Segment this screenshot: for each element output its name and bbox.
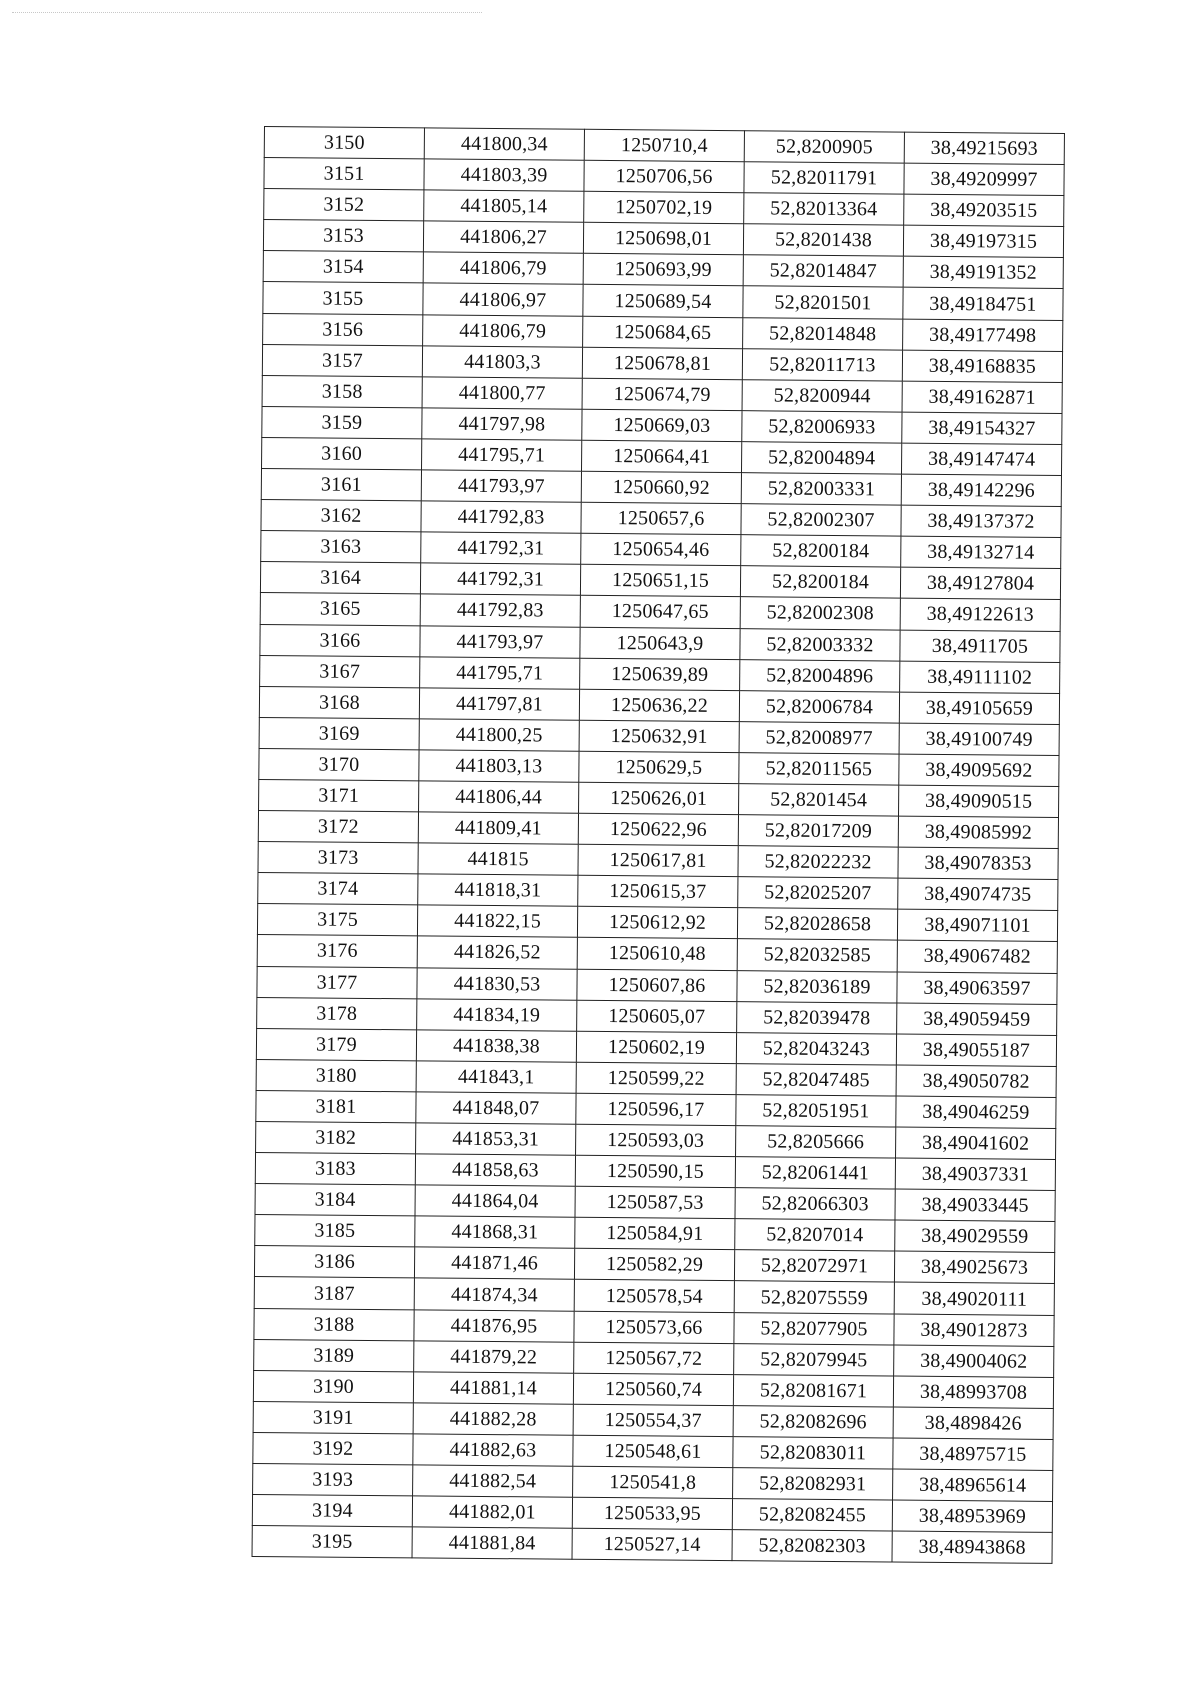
point-number-cell: 3187 [254, 1277, 414, 1309]
x-coordinate-cell: 441882,63 [413, 1434, 573, 1466]
y-coordinate-cell: 1250605,07 [577, 1000, 737, 1032]
longitude-cell: 38,49095692 [899, 754, 1059, 786]
point-number-cell: 3181 [256, 1090, 416, 1122]
x-coordinate-cell: 441876,95 [414, 1309, 574, 1341]
y-coordinate-cell: 1250629,5 [579, 751, 739, 783]
point-number-cell: 3159 [262, 406, 422, 438]
y-coordinate-cell: 1250533,95 [572, 1497, 732, 1529]
point-number-cell: 3194 [252, 1495, 412, 1527]
latitude-cell: 52,82006784 [739, 690, 899, 722]
y-coordinate-cell: 1250706,56 [584, 160, 744, 192]
longitude-cell: 38,49137372 [901, 505, 1061, 537]
longitude-cell: 38,49191352 [903, 256, 1063, 288]
point-number-cell: 3154 [263, 251, 423, 283]
point-number-cell: 3168 [259, 686, 419, 718]
table-row [252, 1526, 1052, 1564]
y-coordinate-cell: 1250615,37 [578, 876, 738, 908]
y-coordinate-cell: 1250567,72 [574, 1342, 734, 1374]
longitude-cell: 38,49147474 [901, 443, 1061, 475]
x-coordinate-cell: 441803,39 [424, 159, 584, 191]
longitude-cell: 38,49050782 [896, 1065, 1056, 1097]
y-coordinate-cell: 1250698,01 [583, 223, 743, 255]
longitude-cell: 38,49122613 [900, 598, 1060, 630]
x-coordinate-cell: 441792,83 [420, 594, 580, 626]
latitude-cell: 52,82011791 [744, 162, 904, 194]
longitude-cell: 38,49184751 [903, 288, 1063, 320]
longitude-cell: 38,49020111 [894, 1283, 1054, 1315]
latitude-cell: 52,82002307 [741, 504, 901, 536]
y-coordinate-cell: 1250669,03 [582, 409, 742, 441]
x-coordinate-cell: 441792,31 [420, 563, 580, 595]
y-coordinate-cell: 1250541,8 [573, 1466, 733, 1498]
x-coordinate-cell: 441868,31 [415, 1216, 575, 1248]
longitude-cell: 38,49215693 [904, 132, 1064, 164]
y-coordinate-cell: 1250639,89 [580, 658, 740, 690]
x-coordinate-cell: 441815 [418, 843, 578, 875]
y-coordinate-cell: 1250596,17 [576, 1093, 736, 1125]
x-coordinate-cell: 441830,53 [417, 967, 577, 999]
longitude-cell: 38,49154327 [902, 412, 1062, 444]
point-number-cell: 3182 [256, 1121, 416, 1153]
point-number-cell: 3152 [264, 189, 424, 221]
longitude-cell: 38,49085992 [898, 816, 1058, 848]
y-coordinate-cell: 1250626,01 [579, 782, 739, 814]
point-number-cell: 3173 [258, 842, 418, 874]
y-coordinate-cell: 1250647,65 [580, 596, 740, 628]
y-coordinate-cell: 1250674,79 [582, 378, 742, 410]
latitude-cell: 52,82051951 [736, 1095, 896, 1127]
latitude-cell: 52,82011713 [742, 348, 902, 380]
y-coordinate-cell: 1250590,15 [575, 1155, 735, 1187]
point-number-cell: 3156 [263, 313, 423, 345]
point-number-cell: 3161 [261, 469, 421, 501]
y-coordinate-cell: 1250560,74 [573, 1373, 733, 1405]
y-coordinate-cell: 1250554,37 [573, 1404, 733, 1436]
latitude-cell: 52,82002308 [740, 597, 900, 629]
latitude-cell: 52,82081671 [733, 1374, 893, 1406]
point-number-cell: 3184 [255, 1184, 415, 1216]
y-coordinate-cell: 1250678,81 [582, 347, 742, 379]
latitude-cell: 52,8200184 [741, 535, 901, 567]
latitude-cell: 52,82014847 [743, 255, 903, 287]
y-coordinate-cell: 1250610,48 [577, 938, 737, 970]
x-coordinate-cell: 441818,31 [418, 874, 578, 906]
latitude-cell: 52,82028658 [737, 908, 897, 940]
x-coordinate-cell: 441882,01 [412, 1496, 572, 1528]
latitude-cell: 52,82017209 [738, 815, 898, 847]
point-number-cell: 3155 [263, 282, 423, 314]
longitude-cell: 38,49029559 [895, 1220, 1055, 1252]
longitude-cell: 38,49074735 [898, 878, 1058, 910]
x-coordinate-cell: 441874,34 [414, 1278, 574, 1310]
y-coordinate-cell: 1250527,14 [572, 1528, 732, 1560]
x-coordinate-cell: 441793,97 [421, 470, 581, 502]
point-number-cell: 3186 [254, 1246, 414, 1278]
point-number-cell: 3158 [262, 375, 422, 407]
y-coordinate-cell: 1250612,92 [577, 907, 737, 939]
x-coordinate-cell: 441858,63 [415, 1154, 575, 1186]
longitude-cell: 38,49209997 [904, 163, 1064, 195]
y-coordinate-cell: 1250593,03 [576, 1124, 736, 1156]
latitude-cell: 52,82061441 [735, 1157, 895, 1189]
y-coordinate-cell: 1250599,22 [576, 1062, 736, 1094]
y-coordinate-cell: 1250636,22 [579, 689, 739, 721]
latitude-cell: 52,82032585 [737, 939, 897, 971]
longitude-cell: 38,49033445 [895, 1189, 1055, 1221]
point-number-cell: 3150 [264, 127, 424, 159]
latitude-cell: 52,82066303 [735, 1188, 895, 1220]
y-coordinate-cell: 1250654,46 [581, 534, 741, 566]
point-number-cell: 3170 [259, 748, 419, 780]
x-coordinate-cell: 441834,19 [417, 998, 577, 1030]
x-coordinate-cell: 441797,81 [419, 688, 579, 720]
longitude-cell: 38,49078353 [898, 847, 1058, 879]
y-coordinate-cell: 1250657,6 [581, 502, 741, 534]
latitude-cell: 52,8200944 [742, 379, 902, 411]
y-coordinate-cell: 1250689,54 [583, 285, 743, 317]
longitude-cell: 38,4911705 [900, 630, 1060, 662]
longitude-cell: 38,49100749 [899, 723, 1059, 755]
point-number-cell: 3191 [253, 1401, 413, 1433]
x-coordinate-cell: 441806,97 [423, 283, 583, 315]
latitude-cell: 52,82022232 [738, 846, 898, 878]
latitude-cell: 52,82072971 [734, 1250, 894, 1282]
latitude-cell: 52,82006933 [742, 411, 902, 443]
point-number-cell: 3160 [262, 437, 422, 469]
x-coordinate-cell: 441805,14 [424, 190, 584, 222]
latitude-cell: 52,82082696 [733, 1405, 893, 1437]
point-number-cell: 3163 [261, 531, 421, 563]
point-number-cell: 3192 [253, 1432, 413, 1464]
longitude-cell: 38,49127804 [900, 567, 1060, 599]
point-number-cell: 3178 [257, 997, 417, 1029]
scan-artifact-line [12, 12, 482, 13]
y-coordinate-cell: 1250643,9 [580, 627, 740, 659]
longitude-cell: 38,48943868 [892, 1531, 1052, 1563]
x-coordinate-cell: 441806,79 [423, 252, 583, 284]
longitude-cell: 38,49203515 [904, 194, 1064, 226]
x-coordinate-cell: 441882,28 [413, 1403, 573, 1435]
longitude-cell: 38,48975715 [893, 1438, 1053, 1470]
point-number-cell: 3195 [252, 1526, 412, 1558]
longitude-cell: 38,49142296 [901, 474, 1061, 506]
point-number-cell: 3151 [264, 158, 424, 190]
longitude-cell: 38,49059459 [897, 1003, 1057, 1035]
longitude-cell: 38,49025673 [894, 1251, 1054, 1283]
longitude-cell: 38,49055187 [896, 1034, 1056, 1066]
latitude-cell: 52,82013364 [744, 193, 904, 225]
y-coordinate-cell: 1250602,19 [576, 1031, 736, 1063]
x-coordinate-cell: 441809,41 [418, 812, 578, 844]
latitude-cell: 52,82003331 [741, 473, 901, 505]
x-coordinate-cell: 441795,71 [422, 439, 582, 471]
y-coordinate-cell: 1250632,91 [579, 720, 739, 752]
point-number-cell: 3162 [261, 500, 421, 532]
x-coordinate-cell: 441864,04 [415, 1185, 575, 1217]
latitude-cell: 52,8201501 [743, 286, 903, 318]
longitude-cell: 38,49105659 [899, 692, 1059, 724]
x-coordinate-cell: 441871,46 [414, 1247, 574, 1279]
y-coordinate-cell: 1250587,53 [575, 1186, 735, 1218]
x-coordinate-cell: 441806,79 [423, 314, 583, 346]
point-number-cell: 3166 [260, 624, 420, 656]
x-coordinate-cell: 441848,07 [416, 1092, 576, 1124]
y-coordinate-cell: 1250664,41 [581, 440, 741, 472]
latitude-cell: 52,82077905 [734, 1312, 894, 1344]
point-number-cell: 3171 [259, 779, 419, 811]
coordinate-table-body [252, 127, 1064, 1564]
y-coordinate-cell: 1250651,15 [580, 565, 740, 597]
longitude-cell: 38,49090515 [899, 785, 1059, 817]
x-coordinate-cell: 441792,31 [421, 532, 581, 564]
latitude-cell: 52,82043243 [736, 1032, 896, 1064]
latitude-cell: 52,82079945 [734, 1343, 894, 1375]
point-number-cell: 3193 [253, 1463, 413, 1495]
x-coordinate-cell: 441882,54 [413, 1465, 573, 1497]
y-coordinate-cell: 1250584,91 [575, 1218, 735, 1250]
latitude-cell: 52,8205666 [736, 1126, 896, 1158]
y-coordinate-cell: 1250578,54 [574, 1280, 734, 1312]
x-coordinate-cell: 441803,3 [422, 346, 582, 378]
longitude-cell: 38,48993708 [893, 1376, 1053, 1408]
point-number-cell: 3165 [260, 593, 420, 625]
y-coordinate-cell: 1250660,92 [581, 471, 741, 503]
x-coordinate-cell: 441843,1 [416, 1061, 576, 1093]
longitude-cell: 38,49168835 [902, 350, 1062, 382]
latitude-cell: 52,82075559 [734, 1281, 894, 1313]
latitude-cell: 52,82039478 [737, 1001, 897, 1033]
latitude-cell: 52,82083011 [733, 1437, 893, 1469]
x-coordinate-cell: 441806,44 [419, 781, 579, 813]
y-coordinate-cell: 1250617,81 [578, 844, 738, 876]
longitude-cell: 38,49162871 [902, 381, 1062, 413]
x-coordinate-cell: 441853,31 [416, 1123, 576, 1155]
point-number-cell: 3174 [258, 873, 418, 905]
longitude-cell: 38,4898426 [893, 1407, 1053, 1439]
point-number-cell: 3180 [256, 1059, 416, 1091]
latitude-cell: 52,82004894 [741, 442, 901, 474]
longitude-cell: 38,49046259 [896, 1096, 1056, 1128]
latitude-cell: 52,82036189 [737, 970, 897, 1002]
y-coordinate-cell: 1250693,99 [583, 254, 743, 286]
latitude-cell: 52,8200184 [740, 566, 900, 598]
point-number-cell: 3188 [254, 1308, 414, 1340]
longitude-cell: 38,49004062 [894, 1345, 1054, 1377]
latitude-cell: 52,8201454 [739, 784, 899, 816]
latitude-cell: 52,82003332 [740, 628, 900, 660]
y-coordinate-cell: 1250573,66 [574, 1311, 734, 1343]
latitude-cell: 52,82047485 [736, 1063, 896, 1095]
point-number-cell: 3183 [255, 1153, 415, 1185]
longitude-cell: 38,49063597 [897, 972, 1057, 1004]
latitude-cell: 52,82082303 [732, 1530, 892, 1562]
longitude-cell: 38,49177498 [903, 319, 1063, 351]
longitude-cell: 38,48965614 [893, 1469, 1053, 1501]
point-number-cell: 3189 [254, 1339, 414, 1371]
longitude-cell: 38,49041602 [896, 1127, 1056, 1159]
latitude-cell: 52,82025207 [738, 877, 898, 909]
x-coordinate-cell: 441881,84 [412, 1527, 572, 1559]
longitude-cell: 38,49012873 [894, 1314, 1054, 1346]
latitude-cell: 52,82014848 [743, 317, 903, 349]
y-coordinate-cell: 1250710,4 [584, 129, 744, 161]
point-number-cell: 3157 [262, 344, 422, 376]
coordinate-table [252, 126, 1065, 1564]
x-coordinate-cell: 441826,52 [417, 936, 577, 968]
x-coordinate-cell: 441879,22 [414, 1341, 574, 1373]
x-coordinate-cell: 441881,14 [413, 1372, 573, 1404]
point-number-cell: 3153 [263, 220, 423, 252]
x-coordinate-cell: 441800,77 [422, 377, 582, 409]
point-number-cell: 3185 [255, 1215, 415, 1247]
longitude-cell: 38,49132714 [901, 536, 1061, 568]
point-number-cell: 3176 [257, 935, 417, 967]
y-coordinate-cell: 1250684,65 [583, 316, 743, 348]
point-number-cell: 3169 [259, 717, 419, 749]
longitude-cell: 38,49037331 [895, 1158, 1055, 1190]
longitude-cell: 38,49067482 [897, 940, 1057, 972]
longitude-cell: 38,49197315 [903, 225, 1063, 257]
x-coordinate-cell: 441838,38 [416, 1030, 576, 1062]
latitude-cell: 52,8201438 [743, 224, 903, 256]
x-coordinate-cell: 441800,34 [424, 128, 584, 160]
y-coordinate-cell: 1250607,86 [577, 969, 737, 1001]
x-coordinate-cell: 441800,25 [419, 719, 579, 751]
point-number-cell: 3175 [257, 904, 417, 936]
longitude-cell: 38,49111102 [900, 661, 1060, 693]
y-coordinate-cell: 1250582,29 [574, 1249, 734, 1281]
longitude-cell: 38,48953969 [892, 1500, 1052, 1532]
point-number-cell: 3179 [256, 1028, 416, 1060]
point-number-cell: 3190 [253, 1370, 413, 1402]
y-coordinate-cell: 1250702,19 [584, 191, 744, 223]
point-number-cell: 3164 [260, 562, 420, 594]
latitude-cell: 52,82004896 [740, 659, 900, 691]
y-coordinate-cell: 1250622,96 [578, 813, 738, 845]
x-coordinate-cell: 441806,27 [423, 221, 583, 253]
latitude-cell: 52,82011565 [739, 753, 899, 785]
latitude-cell: 52,8207014 [735, 1219, 895, 1251]
point-number-cell: 3177 [257, 966, 417, 998]
latitude-cell: 52,82082455 [732, 1499, 892, 1531]
latitude-cell: 52,8200905 [744, 131, 904, 163]
point-number-cell: 3172 [258, 811, 418, 843]
x-coordinate-cell: 441803,13 [419, 750, 579, 782]
point-number-cell: 3167 [260, 655, 420, 687]
longitude-cell: 38,49071101 [897, 909, 1057, 941]
x-coordinate-cell: 441793,97 [420, 625, 580, 657]
x-coordinate-cell: 441822,15 [417, 905, 577, 937]
x-coordinate-cell: 441797,98 [422, 408, 582, 440]
x-coordinate-cell: 441795,71 [420, 656, 580, 688]
latitude-cell: 52,82008977 [739, 721, 899, 753]
y-coordinate-cell: 1250548,61 [573, 1435, 733, 1467]
document-page [264, 126, 1064, 1557]
x-coordinate-cell: 441792,83 [421, 501, 581, 533]
latitude-cell: 52,82082931 [733, 1468, 893, 1500]
